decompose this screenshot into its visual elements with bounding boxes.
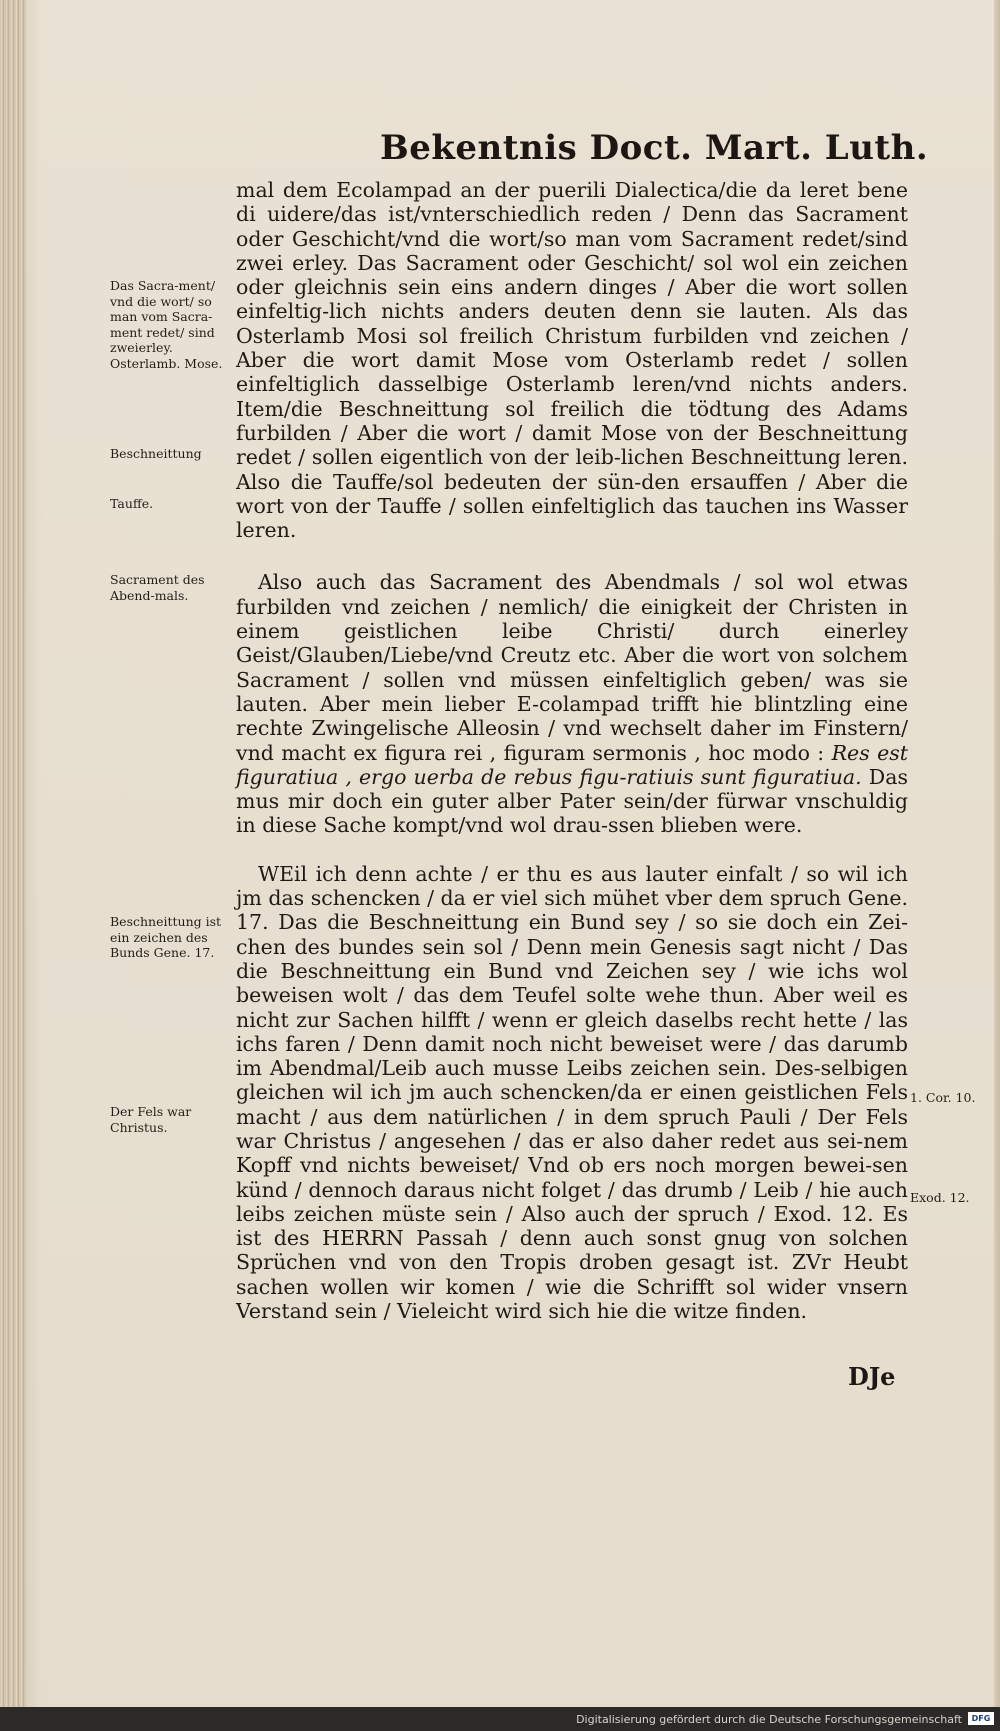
margin-note-circumcision: Beschneittung	[110, 446, 202, 461]
margin-note-lords-supper: Sacrament des Abend-mals.	[110, 572, 205, 603]
margin-note-exod-12: Exod. 12.	[910, 1190, 970, 1205]
paragraph-2-text-a: Also auch das Sacrament des Abendmals / sol wol etwas furbilden vnd zeichen / nemlich/ die einigkeit der Christen in einem geistlichen leibe Christi/ durch einerley Geist/Glauben/Liebe/vnd Creutz etc. Aber die wort von solchem Sacrament / sollen vnd müssen einfeltiglich geben/ was sie lauten. Aber mein lieber E-colampad trifft hie blintzling eine rechte Zwingelische Alleosin / vnd wechselt daher im Finstern/ vnd macht ex figura rei , figuram sermonis , hoc modo :	[236, 570, 908, 765]
margin-note-rock-christ: Der Fels war Christus.	[110, 1104, 192, 1135]
margin-note-covenant-sign: Beschneittung ist ein zeichen des Bunds Gene. 17.	[110, 914, 222, 960]
footer-credit: Digitalisierung gefördert durch die Deutsche Forschungsgemeinschaft	[576, 1713, 962, 1726]
catchword: DJe	[848, 1362, 896, 1391]
margin-note-1-cor-10: 1. Cor. 10.	[910, 1090, 976, 1105]
margin-note-baptism: Tauffe.	[110, 496, 154, 511]
margin-note-sacrament-words: Das Sacra-ment/ vnd die wort/ so man vom Sacra-ment redet/ sind zweierley. Osterlamb. Mose.	[110, 278, 223, 371]
page-edge	[994, 0, 1000, 1707]
running-head: Bekentnis Doct. Mart. Luth.	[380, 128, 929, 168]
footer-bar	[0, 1707, 1000, 1731]
paragraph-2-latin: Res est figuratiua , ergo uerba de rebus figu-ratiuis sunt figuratiua.	[236, 740, 908, 789]
page-gutter	[0, 0, 26, 1707]
body-text	[236, 178, 908, 1323]
paragraph-2	[236, 570, 908, 837]
dfg-logo: DFG	[968, 1712, 994, 1725]
paragraph-1: mal dem Ecolampad an der puerili Dialectica/die da leret bene di uidere/das ist/vnterschiedlich reden / Denn das Sacrament oder Geschicht/vnd die wort/so man vom Sacrament redet/sind zwei erley. Das Sacrament oder Geschicht/ sol wol ein zeichen oder gleichnis sein eins andern dinges / Aber die wort sollen einfeltig-lich nichts anders deuten denn sie lauten. Als das Osterlamb Mosi sol freilich Christum furbilden vnd zeichen / Aber die wort damit Mose vom Osterlamb redet / sollen einfeltiglich dasselbige Osterlamb leren/vnd nichts anders. Item/die Beschneittung sol freilich die tödtung des Adams furbilden / Aber die wort / damit Mose von der Beschneittung redet / sollen eigentlich von der leib-lichen Beschneittung leren. Also die Tauffe/sol bedeuten der sün-den ersauffen / Aber die wort von der Tauffe / sollen einfeltiglich das tauchen ins Wasser leren.	[236, 178, 908, 543]
paragraph-2-text-b: Das mus mir doch ein guter alber Pater sein/der fürwar vnschuldig in diese Sache kompt/vnd wol drau-ssen blieben were.	[236, 764, 908, 838]
paragraph-3: WEil ich denn achte / er thu es aus lauter einfalt / so wil ich jm das schencken / da er viel sich mühet vber dem spruch Gene. 17. Das die Beschneittung ein Bund sey / so sie doch ein Zei-chen des bundes sein sol / Denn mein Genesis sagt nicht / Das die Beschneittung ein Bund vnd Zeichen sey / wie ichs wol beweisen wolt / das dem Teufel solte wehe thun. Aber weil es nicht zur Sachen hilfft / wenn er gleich daselbs recht hette / las ichs faren / Denn damit noch nicht beweiset were / das darumb im Abendmal/Leib auch musse Leibs zeichen sein. Des-selbigen gleichen wil ich jm auch schencken/da er einen geistlichen Fels macht / aus dem natürlichen / in dem spruch Pauli / Der Fels war Christus / angesehen / das er also daher redet aus sei-nem Kopff vnd nichts beweiset/ Vnd ob ers noch morgen bewei-sen künd / dennoch daraus nicht folget / das drumb / Leib / hie auch leibs zeichen müste sein / Also auch der spruch / Exod. 12. Es ist des HERRN Passah / denn auch sonst gnug von solchen Sprüchen vnd von den Tropis droben gesagt ist. ZVr Heubt sachen wollen wir komen / wie die Schrifft sol wider vnsern Verstand sein / Vieleicht wird sich hie die witze finden.	[236, 861, 908, 1324]
